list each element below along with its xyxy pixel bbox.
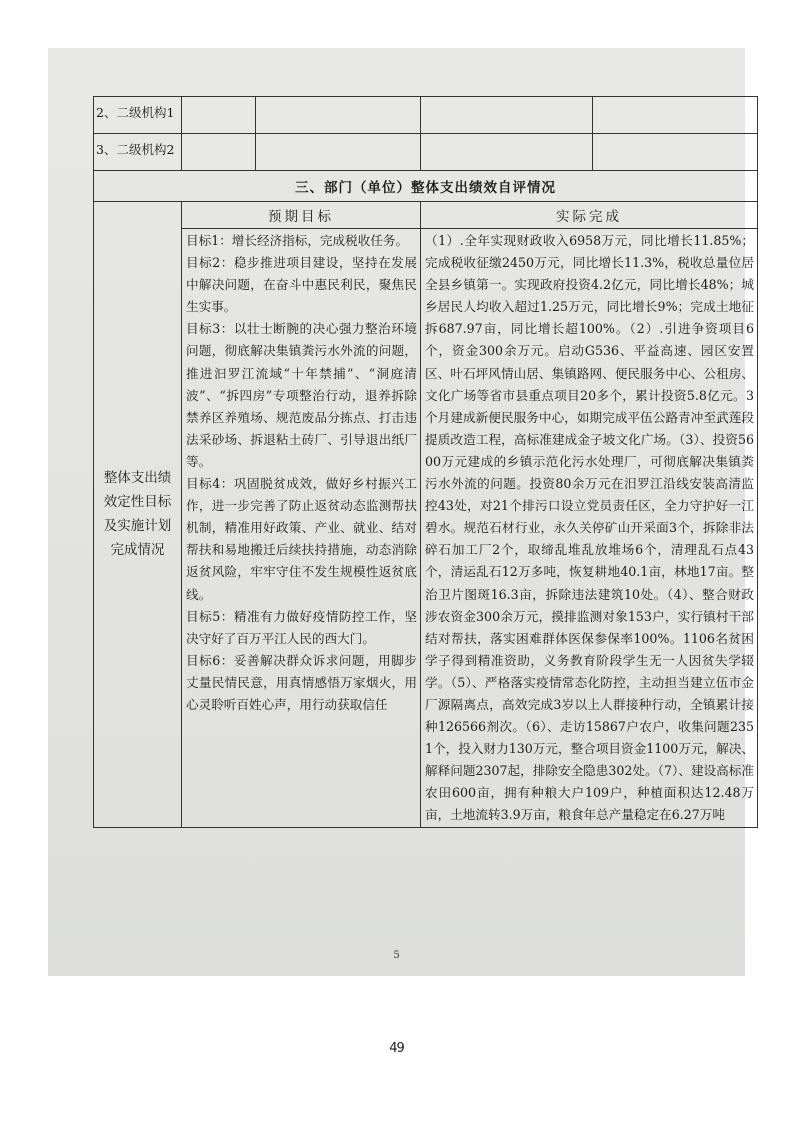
- scanned-page: [48, 48, 754, 976]
- table-row: [94, 134, 758, 171]
- table-row: [94, 97, 758, 134]
- table-cell: [256, 134, 421, 171]
- table-cell: [256, 97, 421, 134]
- expected-header: 预期目标: [182, 202, 421, 229]
- table-cell: [593, 134, 758, 171]
- section-title: 三、部门（单位）整体支出绩效自评情况: [94, 171, 758, 202]
- table-cell: [421, 97, 593, 134]
- actual-header: 实际完成: [421, 202, 758, 229]
- actual-text: （1）.全年实现财政收入6958万元，同比增长11.85%；完成税收征缴2450万元，同比增长11.3%，税收总量位居全县乡镇第一。实现政府投资4.2亿元，同比增长48%；城乡居民人均收入超过1.25万元，同比增长9%；完成土地征拆687.97亩，同比增长超100%。（2）.引进争资项目6个，资金300余万元。启动G536、平益高速、园区安置区、叶石坪风情山居、集镇路网、便民服务中心、公租房、文化广场等省市县重点项目20多个，累计投资5.8亿元。3个月建成新便民服务中心，如期完成平伍公路青冲至武莲段提质改造工程，高标准建成金子坡文化广场。（3）、投资5600万元建成的乡镇示范化污水处理厂，可彻底解决集镇粪污水外流的问题。投资80余万元在汨罗江沿线安装高清监控43处，对21个排污口设立党员责任区，全力守护好一江碧水。规范石材行业，永久关停矿山开采面3个，拆除非法碎石加工厂2个，取缔乱堆乱放堆场6个，清理乱石点43个，清运乱石12万多吨，恢复耕地40.1亩，林地17亩。整治卫片图斑16.3亩，拆除违法建筑10处。（4）、整合财政涉农资金300余万元，摸排监测对象153户，实行镇村干部结对帮扶，落实困难群体医保参保率100%。1106名贫困学子得到精准资助，义务教育阶段学生无一人因贫失学辍学。（5）、严格落实疫情常态化防控，主动担当建立伍市金厂源隔离点，高效完成3岁以上人群接种行动，全镇累计接种126566剂次。（6）、走访15867户农户，收集问题2351个，投入财力130万元，整合项目资金1100万元，解决、解释问题2307起，排除安全隐患302处。（7）、建设高标准农田600亩，拥有种粮大户109户，种植面积达12.48万亩，土地流转3.9万亩，粮食年总产量稳定在6.27万吨: [425, 233, 754, 823]
- goal-item: 目标5：精准有力做好疫情防控工作，坚决守好了百万平江人民的西大门。: [186, 608, 417, 646]
- row-label: 2、二级机构1: [94, 97, 182, 134]
- content-row: [94, 229, 758, 828]
- report-table: [93, 96, 758, 828]
- header-row: [94, 202, 758, 229]
- row-label: 3、二级机构2: [94, 134, 182, 171]
- table-cell: [421, 134, 593, 171]
- inner-page-number: 5: [393, 950, 400, 961]
- goal-item: 目标1：增长经济指标，完成税收任务。: [186, 233, 409, 248]
- goal-item: 目标3：以壮士断腕的决心强力整治环境问题，彻底解决集镇粪污水外流的问题，推进汩罗江流域“十年禁捕”、“洞庭清波”、“拆四房”专项整治行动，退养拆除禁养区养殖场、规范废品分拣点、打击违法采砂场、拆退粘土砖厂、引导退出纸厂等。: [186, 321, 417, 469]
- actual-completion: [421, 229, 758, 828]
- table-cell: [182, 97, 256, 134]
- goal-item: 目标2：稳步推进项目建设，坚持在发展中解决问题，在奋斗中惠民利民，聚焦民生实事。: [186, 255, 417, 315]
- footer-page-number: 49: [389, 1041, 404, 1056]
- goal-item: 目标4：巩固脱贫成效，做好乡村振兴工作，进一步完善了防止返贫动态监测帮扶机制，精准用好政策、产业、就业、结对帮扶和易地搬迁后续扶持措施，动态消除返贫风险，牢牢守住不发生规模性返贫底线。: [186, 476, 417, 602]
- section-row: [94, 171, 758, 202]
- table-cell: [182, 134, 256, 171]
- goal-item: 目标6：妥善解决群众诉求问题，用脚步丈量民情民意，用真情感悟万家烟火，用心灵聆听百姓心声，用行动获取信任: [186, 652, 417, 712]
- side-label: 整体支出绩效定性目标及实施计划完成情况: [94, 202, 182, 828]
- expected-goals: [182, 229, 421, 828]
- table-cell: [593, 97, 758, 134]
